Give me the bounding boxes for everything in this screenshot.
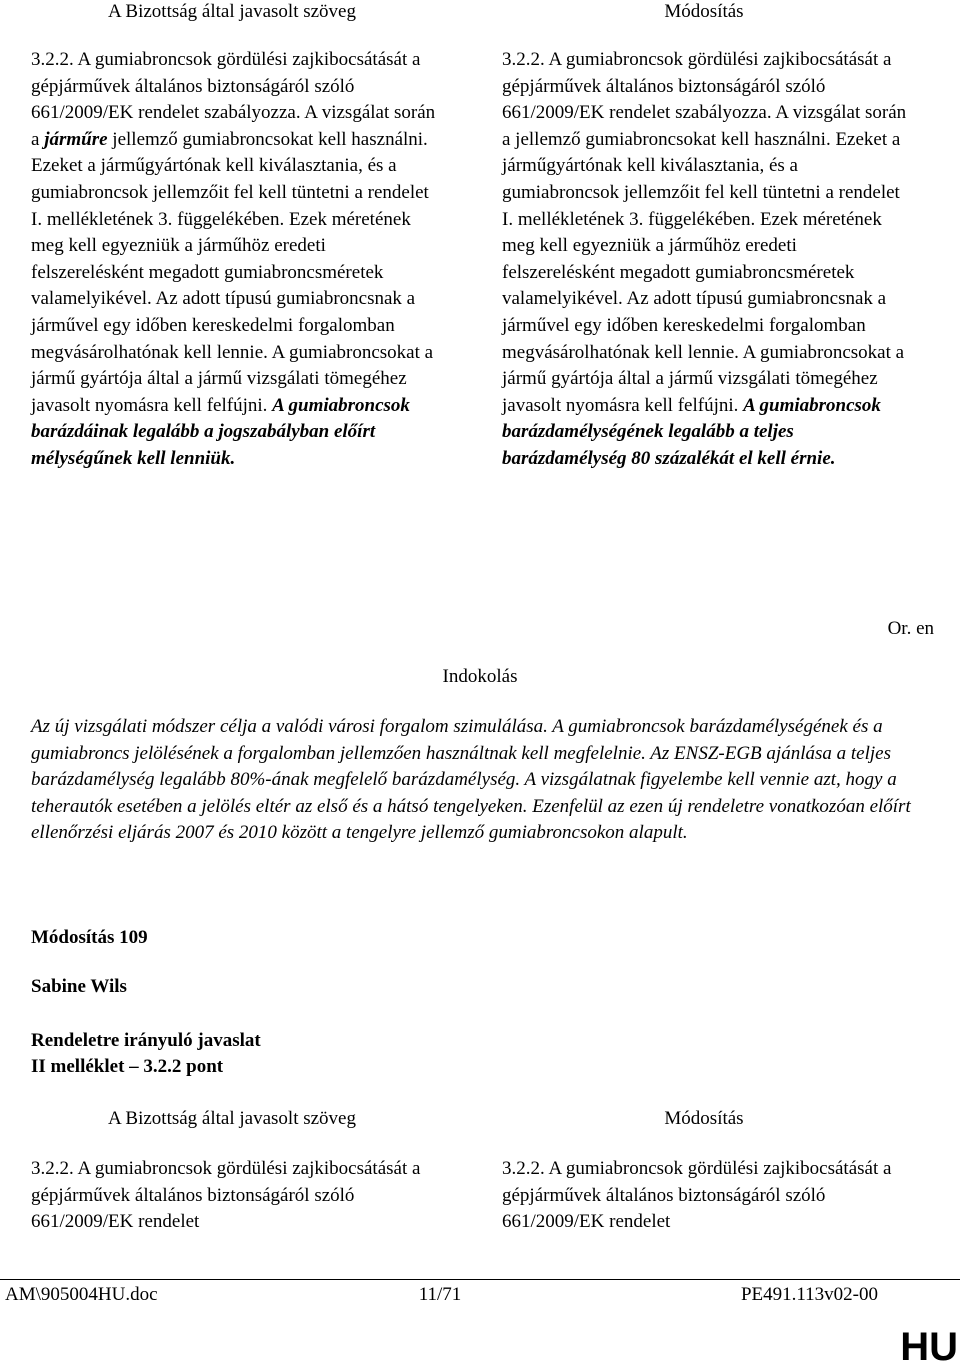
left-text-part1: 3.2.2. A gumiabroncsok gördülési zajkibocsátását a gépjárművek általános biztonságáról szóló 661/2009/EK rendelet szabályozza. A vizsgálat során a (31, 49, 436, 150)
footer-rule (0, 1279, 960, 1280)
amendment-reference: II melléklet – 3.2.2 pont (31, 1056, 224, 1077)
left-column-text (31, 47, 441, 473)
bottom-right-column-text (502, 1156, 912, 1236)
right-column-header: Módosítás (664, 1, 744, 22)
justification-text (31, 714, 931, 847)
bottom-left-column-text (31, 1156, 441, 1236)
proposal-type: Rendeletre irányuló javaslat (31, 1030, 261, 1051)
left-text-deleted-part: A gumiabroncsok barázdáinak legalább a jogszabályban előírt mélységűnek kell lenniük. (31, 394, 410, 469)
right-text-part1: 3.2.2. A gumiabroncsok gördülési zajkibocsátását a gépjárművek általános biztonságáról szóló 661/2009/EK rendelet szabályozza. A vizsgálat során a jellemző gumiabroncsokat kell használni. Ezeket a járműgyártónak kell kiválasztania, és a gumiabroncsok jellemzőit fel kell tüntetni a rendelet I. mellékletének 3. függelékében. Ezek méretének meg kell egyezniük a járműhöz eredeti felszerelésként megadott gumiabroncsméretek valamelyikével. Az adott típusú gumiabroncsnak a járművel egy időben kereskedelmi forgalomban megvásárolhatónak kell lennie. A gumiabroncsokat a jármű gyártója által a jármű vizsgálati tömegéhez javasolt nyomásra kell felfújni. (502, 49, 907, 416)
footer-language-code: HU (900, 1325, 958, 1369)
footer-filename: AM\905004HU.doc (5, 1284, 158, 1305)
footer-document-ref: PE491.113v02-00 (740, 1284, 878, 1305)
justification-body: Az új vizsgálati módszer célja a valódi városi forgalom szimulálása. A gumiabroncsok barázdamélységének és a gumiabroncs jelölésének a forgalomban jellemzően használtnak kell megfelelnie. Az ENSZ-EGB ajánlása a teljes barázdamélység legalább 80%-ának megfelelő barázdamélység. A vizsgálatnak figyelembe kell vennie azt, hogy a teherautók esetében a jelölés eltér az első és a hátsó tengelyeken. Ezenfelül az ezen új rendeletre vonatkozóan előírt ellenőrzési eljárás 2007 és 2010 között a tengelyre jellemző gumiabroncsokon alapult. (31, 716, 911, 844)
left-text-part2: jellemző gumiabroncsokat kell használni. Ezeket a járműgyártónak kell kiválasztania, és a gumiabroncsok jellemzőit fel kell tüntetni a rendelet I. mellékletének 3. függelékében. Ezek méretének meg kell egyezniük a járműhöz eredeti felszerelésként megadott gumiabroncsméretek valamelyikével. Az adott típusú gumiabroncsnak a járművel egy időben kereskedelmi forgalomban megvásárolhatónak kell lennie. A gumiabroncsokat a jármű gyártója által a jármű vizsgálati tömegéhez javasolt nyomásra kell felfújni. (31, 128, 434, 416)
amendment-author: Sabine Wils (31, 976, 127, 997)
original-language: Or. en (887, 618, 934, 639)
left-column-header: A Bizottság által javasolt szöveg (107, 1, 356, 22)
right-text-amended-part: A gumiabroncsok barázdamélységének legalább a teljes barázdamélység 80 százalékát el kell érnie. (502, 394, 881, 469)
bottom-right-body: 3.2.2. A gumiabroncsok gördülési zajkibocsátását a gépjárművek általános biztonságáról szóló 661/2009/EK rendelet (502, 1158, 892, 1233)
bottom-left-column-header: A Bizottság által javasolt szöveg (107, 1108, 356, 1129)
left-text-emphasis: járműre (44, 128, 108, 150)
bottom-right-column-header: Módosítás (664, 1108, 744, 1129)
justification-heading: Indokolás (442, 666, 518, 687)
amendment-title: Módosítás 109 (31, 927, 148, 948)
footer-page-number: 11/71 (418, 1284, 462, 1305)
bottom-left-body: 3.2.2. A gumiabroncsok gördülési zajkibocsátását a gépjárművek általános biztonságáról szóló 661/2009/EK rendelet (31, 1158, 421, 1233)
right-column-text (502, 47, 912, 473)
